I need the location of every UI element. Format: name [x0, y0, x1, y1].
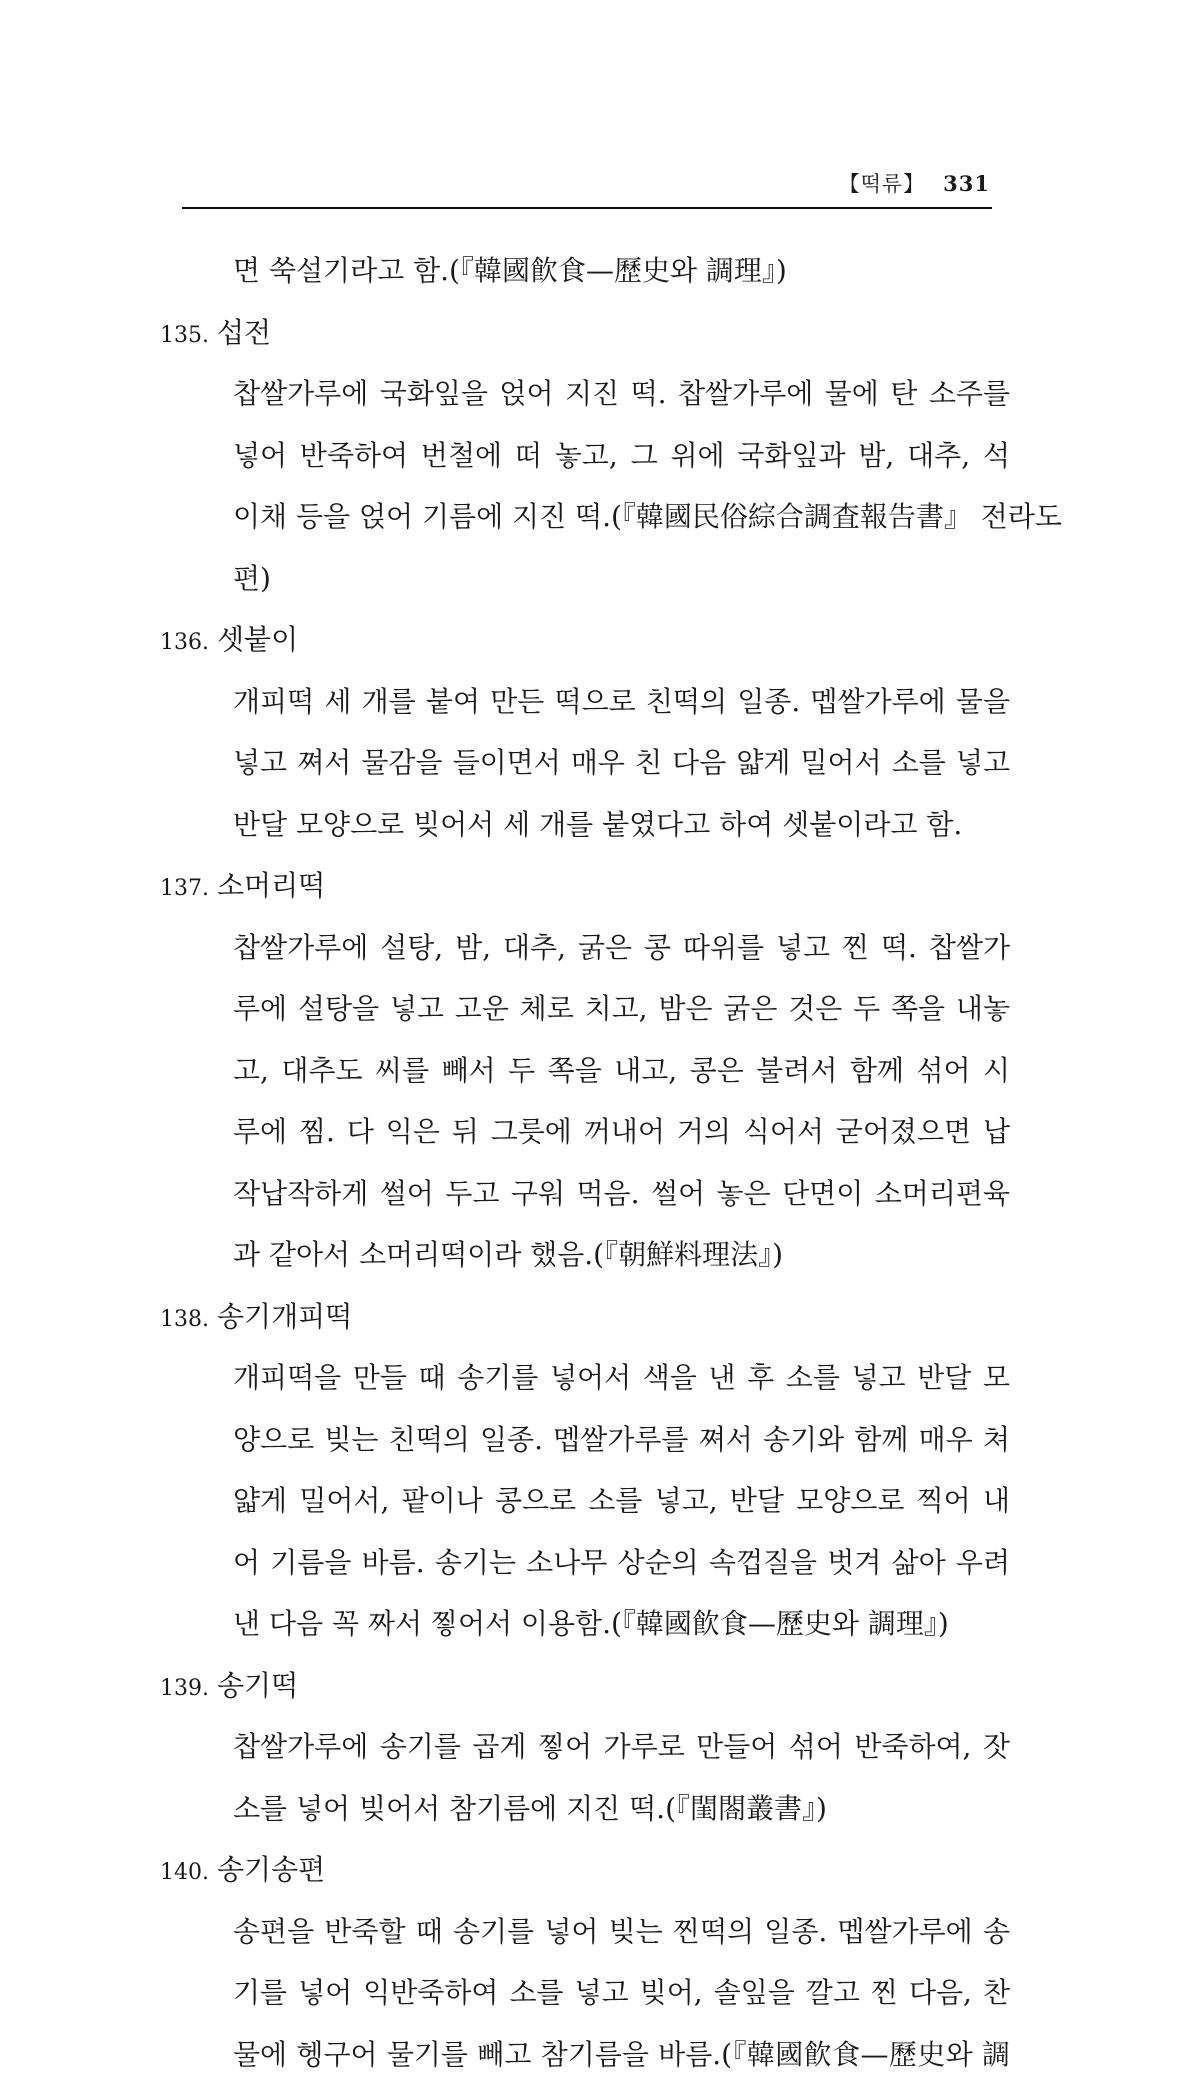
entry-title: 송기떡 [217, 1669, 298, 1702]
text-line: 개피떡을 만들 때 송기를 넣어서 색을 낸 후 소를 넣고 반달 모 [160, 1347, 1010, 1409]
text-line: 양으로 빚는 친떡의 일종. 멥쌀가루를 쪄서 송기와 함께 매우 쳐 [160, 1409, 1010, 1471]
entry-heading-135 [160, 302, 1010, 364]
entry-number: 140. [160, 1860, 209, 1885]
entry-heading-139 [160, 1655, 1010, 1717]
entry-number: 139. [160, 1676, 209, 1701]
text-line: 기를 넣어 익반죽하여 소를 넣고 빚어, 솔잎을 깔고 찐 다음, 찬 [160, 1962, 1010, 2024]
text-line: 과 같아서 소머리떡이라 했음.(『朝鮮料理法』) [160, 1224, 1010, 1286]
entry-title: 송기개피떡 [217, 1300, 352, 1333]
entry-heading-138 [160, 1286, 1010, 1348]
entry-heading-136 [160, 609, 1010, 671]
text-line: 넣어 반죽하여 번철에 떠 놓고, 그 위에 국화잎과 밤, 대추, 석 [160, 425, 1010, 487]
text-line: 개피떡 세 개를 붙여 만든 떡으로 친떡의 일종. 멥쌀가루에 물을 [160, 671, 1010, 733]
entry-title: 소머리떡 [217, 869, 325, 902]
text-line: 넣고 쪄서 물감을 들이면서 매우 친 다음 얇게 밀어서 소를 넣고 [160, 732, 1010, 794]
body-text [160, 240, 1010, 2085]
text-line: 찹쌀가루에 설탕, 밤, 대추, 굵은 콩 따위를 넣고 찐 떡. 찹쌀가 [160, 917, 1010, 979]
text-line: 물에 헹구어 물기를 빼고 참기름을 바름.(『韓國飮食—歷史와 調 [160, 2024, 1010, 2085]
text-line: 찹쌀가루에 송기를 곱게 찧어 가루로 만들어 섞어 반죽하여, 잣 [160, 1716, 1010, 1778]
header-right [839, 168, 990, 198]
entry-number: 138. [160, 1307, 209, 1332]
section-title: 【떡류】 [839, 172, 926, 196]
entry-title: 셋붙이 [217, 623, 298, 656]
entry-heading-140 [160, 1839, 1010, 1901]
text-line: 찹쌀가루에 국화잎을 얹어 지진 떡. 찹쌀가루에 물에 탄 소주를 [160, 363, 1010, 425]
entry-title: 송기송편 [217, 1853, 325, 1886]
entry-title: 섭전 [217, 316, 271, 349]
entry-heading-137 [160, 855, 1010, 917]
header-rule [182, 207, 992, 209]
text-line: 이채 등을 얹어 기름에 지진 떡.(『韓國民俗綜合調査報告書』 전라도 [160, 486, 1010, 548]
text-line: 송편을 반죽할 때 송기를 넣어 빚는 찐떡의 일종. 멥쌀가루에 송 [160, 1901, 1010, 1963]
text-line: 반달 모양으로 빚어서 세 개를 붙였다고 하여 셋붙이라고 함. [160, 794, 1010, 856]
page-number: 331 [943, 171, 990, 196]
text-line: 얇게 밀어서, 팥이나 콩으로 소를 넣고, 반달 모양으로 찍어 내 [160, 1470, 1010, 1532]
text-line: 어 기름을 바름. 송기는 소나무 상순의 속껍질을 벗겨 삶아 우려 [160, 1532, 1010, 1594]
entry-number: 137. [160, 876, 209, 901]
text-line: 고, 대추도 씨를 빼서 두 쪽을 내고, 콩은 불려서 함께 섞어 시 [160, 1040, 1010, 1102]
text-line: 루에 찜. 다 익은 뒤 그릇에 꺼내어 거의 식어서 굳어졌으면 납 [160, 1101, 1010, 1163]
text-line: 낸 다음 꼭 짜서 찧어서 이용함.(『韓國飮食—歷史와 調理』) [160, 1593, 1010, 1655]
text-line: 소를 넣어 빚어서 참기름에 지진 떡.(『閨閤叢書』) [160, 1778, 1010, 1840]
entry-number: 135. [160, 323, 209, 348]
text-line: 편) [160, 548, 1010, 610]
running-header [182, 160, 990, 208]
text-line: 작납작하게 썰어 두고 구워 먹음. 썰어 놓은 단면이 소머리편육 [160, 1163, 1010, 1225]
text-line: 면 쑥설기라고 함.(『韓國飮食—歷史와 調理』) [160, 240, 1010, 302]
entry-number: 136. [160, 630, 209, 655]
text-line: 루에 설탕을 넣고 고운 체로 치고, 밤은 굵은 것은 두 쪽을 내놓 [160, 978, 1010, 1040]
